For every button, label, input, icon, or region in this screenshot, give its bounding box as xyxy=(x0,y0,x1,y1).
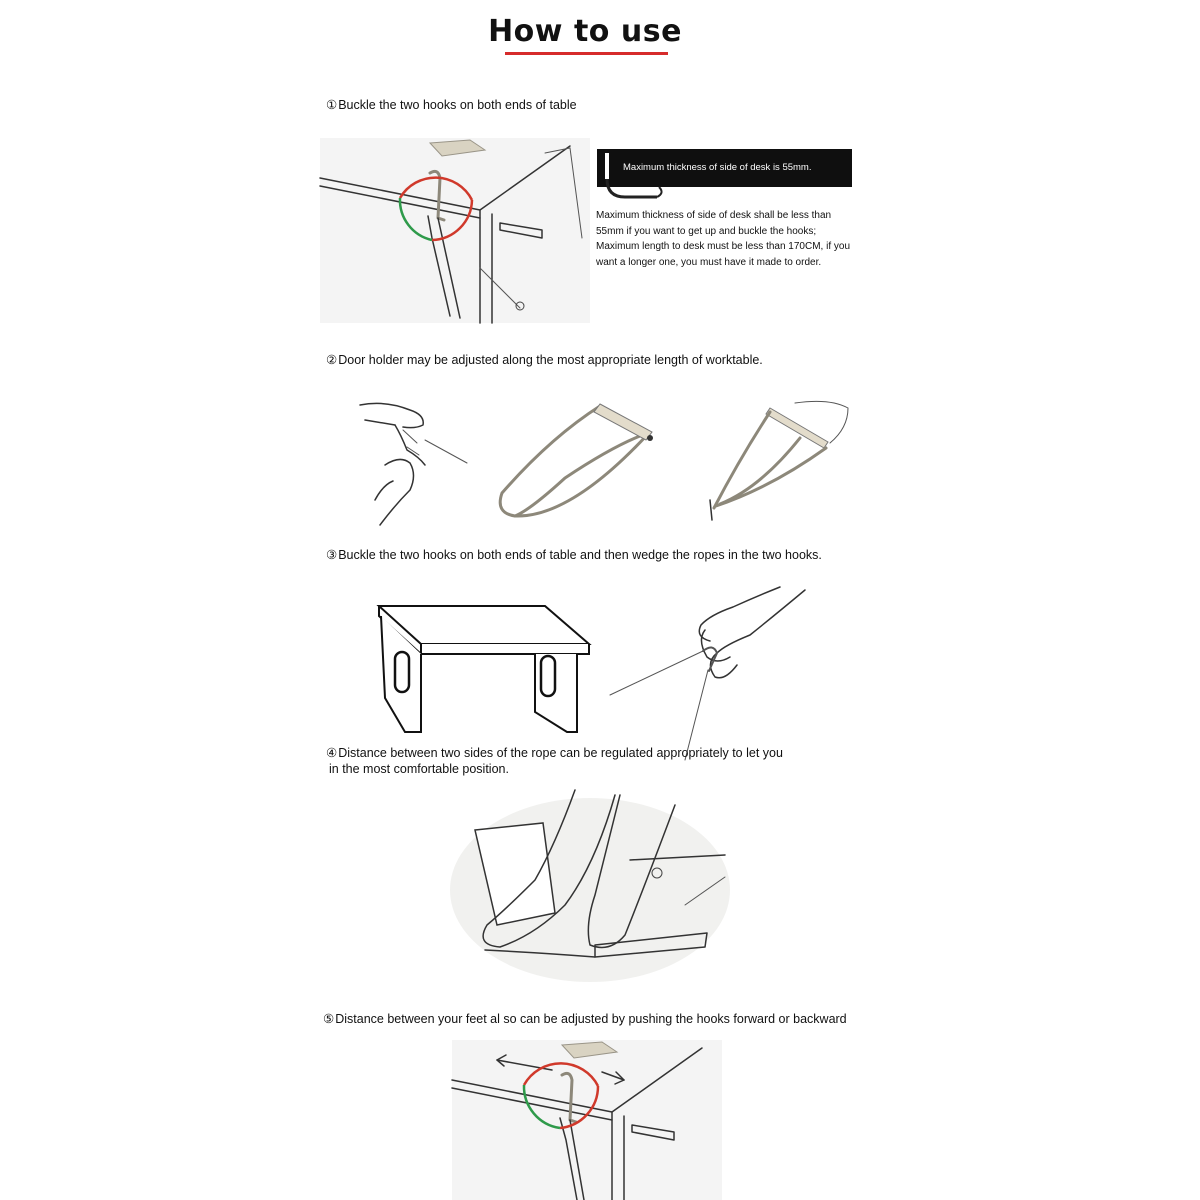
step-5-illustration xyxy=(452,1040,722,1200)
step-1-number: ① xyxy=(326,98,338,112)
step-3-text: Buckle the two hooks on both ends of table and then wedge the ropes in the two hooks. xyxy=(338,548,822,562)
step-3-caption xyxy=(326,547,822,562)
step-1-text: Buckle the two hooks on both ends of table xyxy=(338,98,577,112)
step-5-text: Distance between your feet al so can be adjusted by pushing the hooks forward or backward xyxy=(335,1012,847,1026)
step-3-hook-hand-illustration xyxy=(605,585,815,765)
title-underline xyxy=(505,52,668,55)
step-3-table-illustration xyxy=(375,598,595,738)
step-2-number: ② xyxy=(326,353,338,367)
step-1-caption xyxy=(326,97,577,112)
note-text: Maximum thickness of side of desk shall be less than 55mm if you want to get up and buckle the hooks; Maximum length to desk must be less than 170CM, if you want a longer one, you must have it made to order. xyxy=(596,210,851,268)
step-4-number: ④ xyxy=(326,746,338,760)
page-title: How to use xyxy=(488,14,682,49)
step-4-text-line1: Distance between two sides of the rope can be regulated appropriately to let you xyxy=(338,746,783,760)
step-2-text: Door holder may be adjusted along the most appropriate length of worktable. xyxy=(338,353,763,367)
step-3-number: ③ xyxy=(326,548,338,562)
step-4-caption-line2: in the most comfortable position. xyxy=(329,762,509,776)
step-5-caption xyxy=(323,1011,847,1026)
hook-icon xyxy=(597,149,667,204)
note-box-text: Maximum thickness of side of desk is 55mm. xyxy=(623,162,812,173)
step-2-strap-closed-illustration xyxy=(700,398,860,523)
step-1-illustration xyxy=(320,138,590,323)
step-4-caption xyxy=(326,745,783,760)
step-5-number: ⑤ xyxy=(323,1012,335,1026)
step-2-hands-illustration xyxy=(355,395,475,530)
step-2-strap-open-illustration xyxy=(490,398,670,523)
step-4-feet-illustration xyxy=(445,785,735,985)
step-2-caption xyxy=(326,352,763,367)
